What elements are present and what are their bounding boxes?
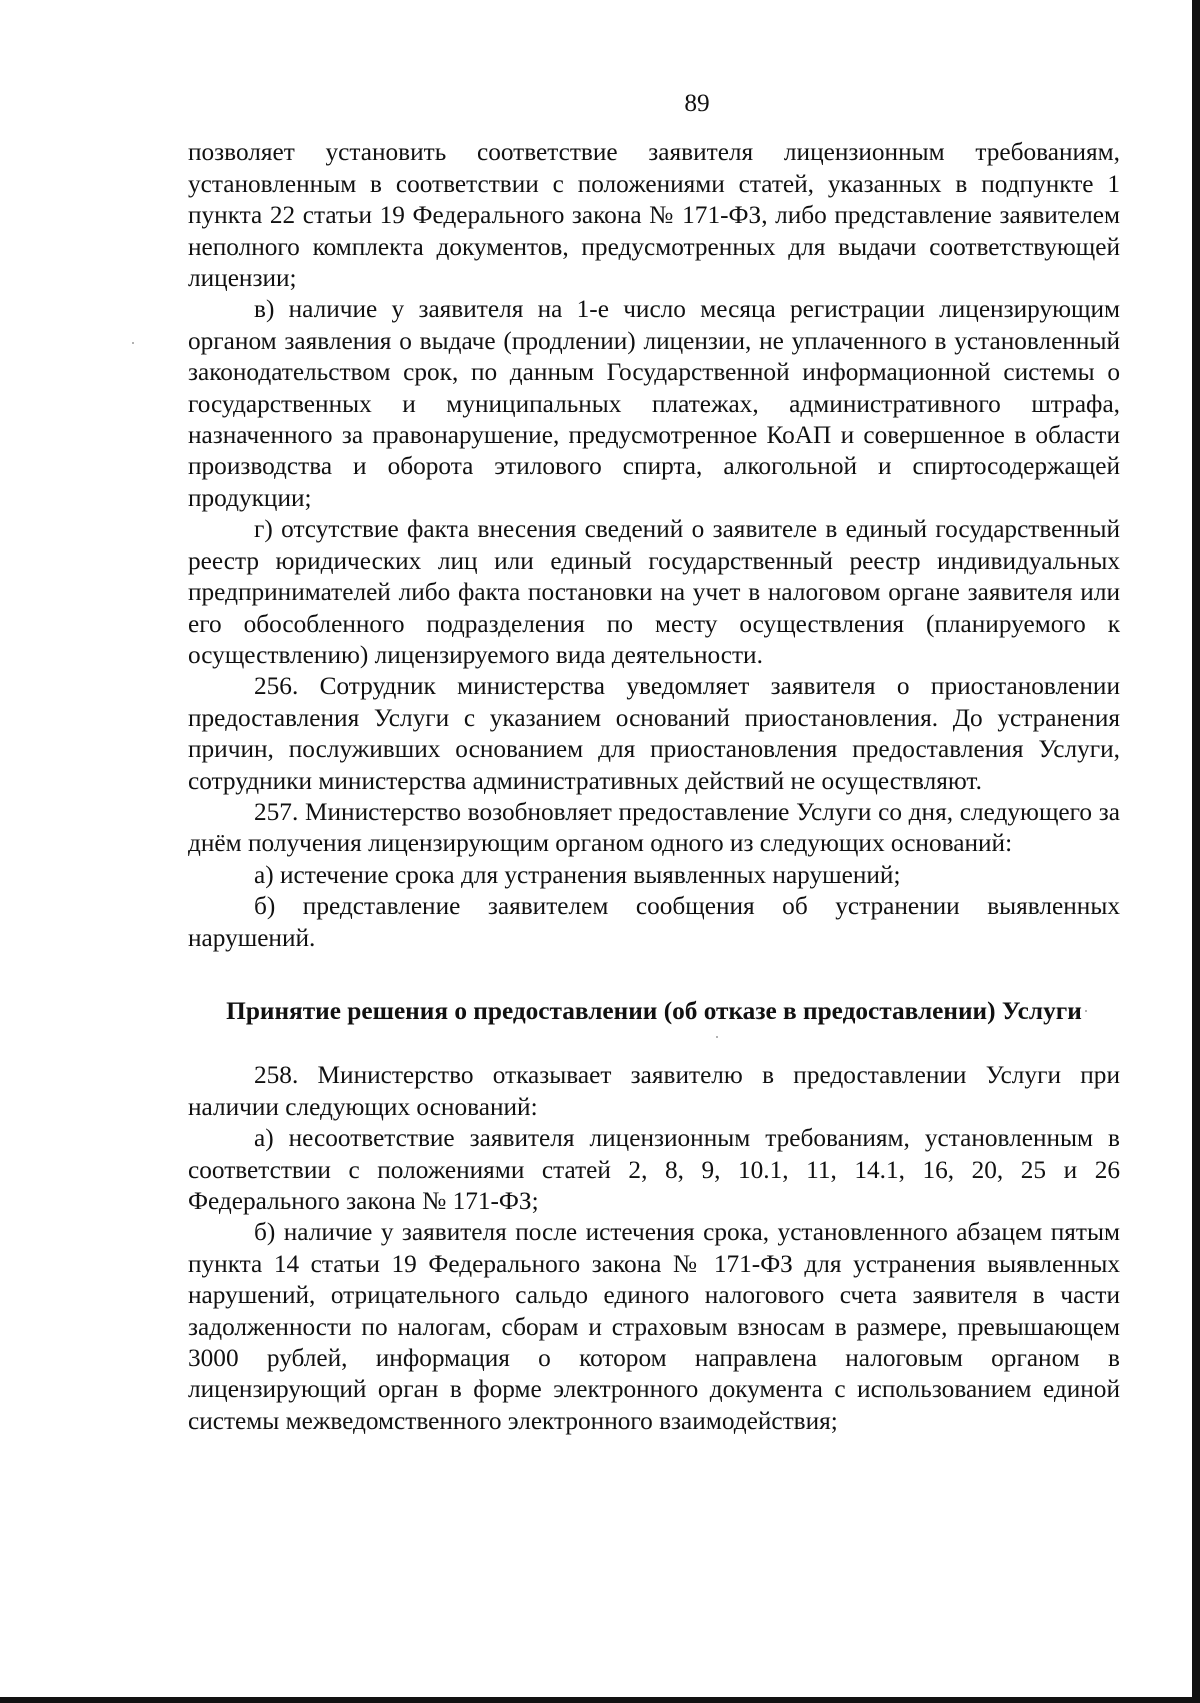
page-number: 89 — [684, 89, 710, 117]
paragraph-258: 258. Министерство отказывает заявителю в предоставлении Услуги при наличии следующих оснований: — [188, 1061, 1120, 1121]
paragraph-item-v: в) наличие у заявителя на 1-е число месяца регистрации лицензирующим органом заявления о выдаче (продлении) лицензии, не уплаченного в установленный законодательством срок, по данным Государственной информационной системы о государственных и муниципальных платежах, административного штрафа, назначенного за правонарушение, предусмотренное КоАП и совершенное в области производства и оборота этилового спирта, алкогольной и спиртосодержащей продукции; — [188, 295, 1120, 512]
document-body — [188, 88, 1120, 1437]
paragraph-258-item-b: б) наличие у заявителя после истечения срока, установленного абзацем пятым пункта 14 статьи 19 Федерального закона № 171-ФЗ для устранения выявленных нарушений, отрицательного сальдо единого налогового счета заявителя в части задолженности по налогам, сборам и страховым взносам в размере, превышающем 3000 рублей, информация о котором направлена налоговым органом в лицензирующий орган в форме электронного документа с использованием единой системы межведомственного электронного взаимодействия; — [188, 1218, 1120, 1435]
paragraph-256: 256. Сотрудник министерства уведомляет заявителя о приостановлении предоставления Услуги с указанием оснований приостановления. До устранения причин, послуживших основанием для приостановления предоставления Услуги, сотрудники министерства административных действий не осуществляют. — [188, 672, 1120, 795]
paragraph-257-item-b: б) представление заявителем сообщения об устранении выявленных нарушений. — [188, 892, 1120, 952]
paragraph-257-item-a: а) истечение срока для устранения выявленных нарушений; — [254, 860, 901, 889]
paragraph-item-g: г) отсутствие факта внесения сведений о заявителе в единый государственный реестр юридических лиц или единый государственный реестр индивидуальных предпринимателей либо факта постановки на учет в налоговом органе заявителя или его обособленного подразделения по месту осуществления (планируемого к осуществлению) лицензируемого вида деятельности. — [188, 515, 1120, 669]
paragraph-258-item-a: а) несоответствие заявителя лицензионным требованиям, установленным в соответствии с положениями статей 2, 8, 9, 10.1, 11, 14.1, 16, 20, 25 и 26 Федерального закона № 171-ФЗ; — [188, 1124, 1120, 1215]
paragraph-257: 257. Министерство возобновляет предоставление Услуги со дня, следующего за днём получения лицензирующим органом одного из следующих оснований: — [188, 797, 1120, 858]
paragraph-continuation: позволяет установить соответствие заявителя лицензионным требованиям, установленным в соответствии с положениями статей, указанных в подпункте 1 пункта 22 статьи 19 Федерального закона № 171-ФЗ, либо представление заявителем неполного комплекта документов, предусмотренных для выдачи соответствующей лицензии; — [188, 138, 1120, 293]
section-title: Принятие решения о предоставлении (об отказе в предоставлении) Услуги — [226, 996, 1082, 1025]
scan-speck — [132, 342, 134, 344]
